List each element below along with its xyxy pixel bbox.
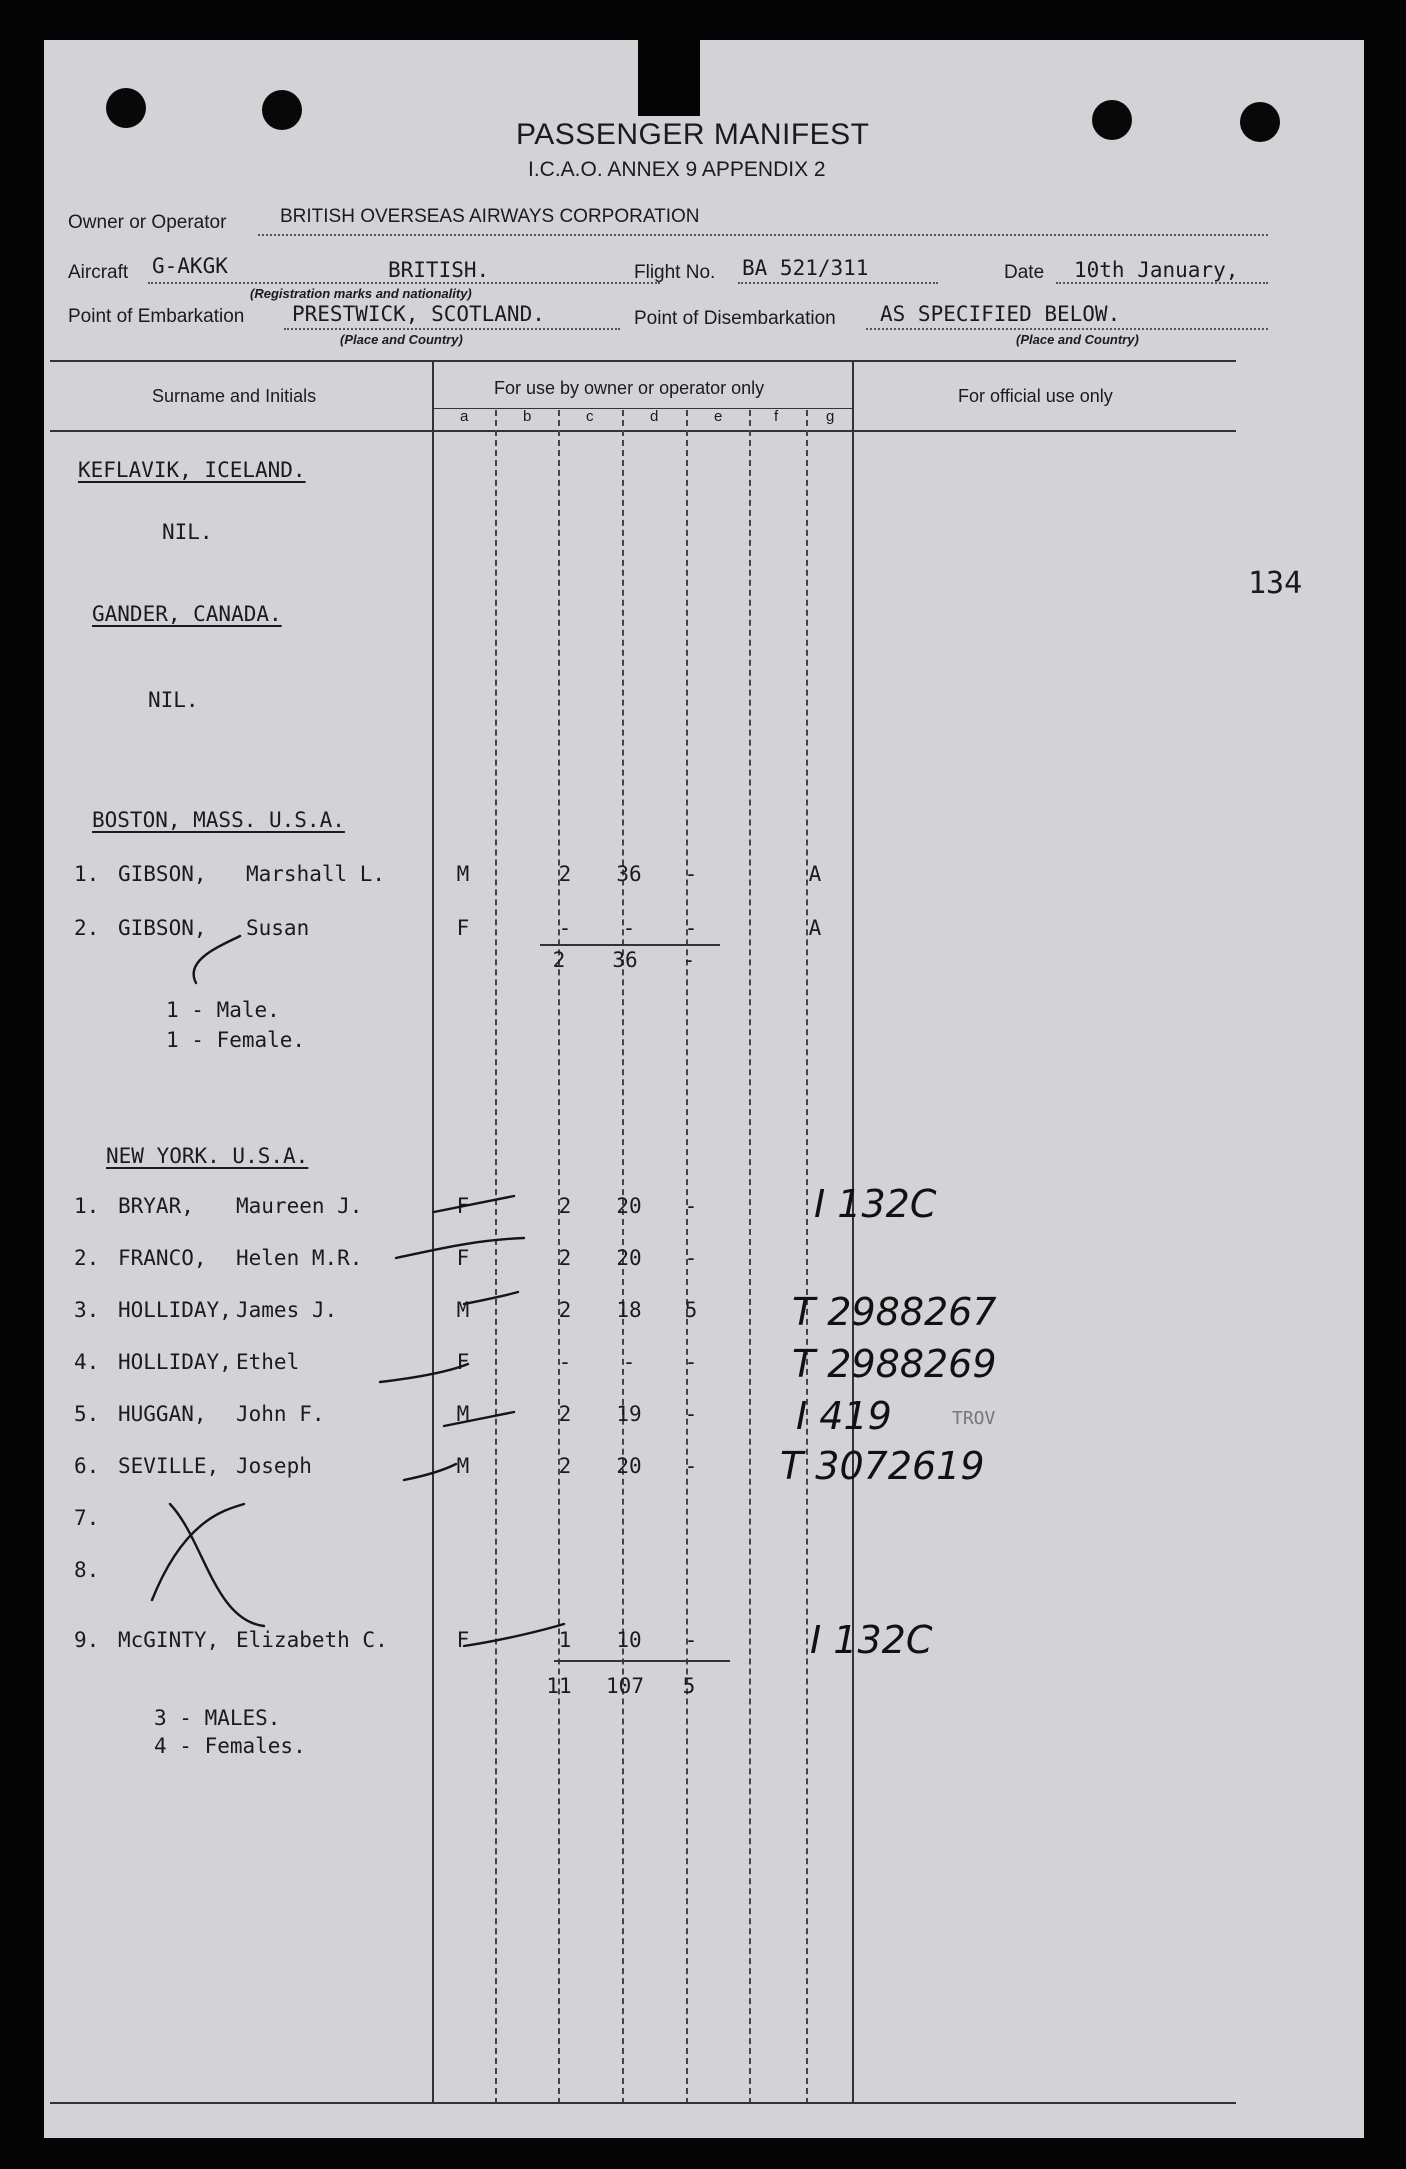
check-mark-stroke [434, 1196, 514, 1212]
column-d-cell: - [684, 862, 698, 886]
manifest-title: PASSENGER MANIFEST [516, 118, 870, 151]
column-c-cell: 18 [616, 1298, 642, 1322]
column-d-cell: - [684, 1194, 698, 1218]
column-c-cell: 20 [616, 1246, 642, 1270]
handwritten-official-number: I 132C [810, 1618, 933, 1662]
passenger-surname: FRANCO, [118, 1246, 207, 1270]
passenger-number: 5. [74, 1402, 100, 1426]
passenger-surname: HOLLIDAY, [118, 1350, 232, 1374]
date-label: Date [1004, 262, 1045, 283]
passenger-number: 6. [74, 1454, 100, 1478]
handwritten-official-number: T 2988269 [792, 1342, 997, 1386]
sex-cell: M [456, 1402, 470, 1426]
sex-cell: F [456, 1350, 470, 1374]
passenger-given-name: John F. [236, 1402, 325, 1426]
manifest-subtitle: I.C.A.O. ANNEX 9 APPENDIX 2 [528, 158, 826, 181]
total-b: 11 [546, 1674, 572, 1698]
column-c-cell: 20 [616, 1454, 642, 1478]
aircraft-registration: G-AKGK [152, 254, 228, 278]
summary-line: 3 - MALES. [154, 1706, 281, 1730]
nil-note: NIL. [162, 520, 213, 544]
column-d-cell: - [684, 1350, 698, 1374]
passenger-surname: BRYAR, [118, 1194, 194, 1218]
passenger-number: 4. [74, 1350, 100, 1374]
column-d-cell: - [684, 1454, 698, 1478]
sex-cell: M [456, 1298, 470, 1322]
destination-heading: BOSTON, MASS. U.S.A. [92, 808, 345, 832]
total-d: - [682, 948, 696, 972]
column-c-cell: 10 [616, 1628, 642, 1652]
flight-label: Flight No. [634, 262, 716, 283]
handwritten-official-number: T 2988267 [792, 1290, 997, 1334]
manifest-sheet [44, 40, 1364, 2138]
disembarkation-label: Point of Disembarkation [634, 308, 836, 329]
sex-cell: M [456, 1454, 470, 1478]
passenger-number: 2. [74, 916, 100, 940]
column-d-cell: - [684, 1246, 698, 1270]
owner-label: Owner or Operator [68, 212, 227, 233]
destination-heading: GANDER, CANADA. [92, 602, 282, 626]
total-c: 36 [612, 948, 638, 972]
check-mark-stroke [404, 1464, 456, 1480]
column-b-cell: - [558, 916, 572, 940]
column-d-cell: - [684, 916, 698, 940]
registration-caption: (Registration marks and nationality) [250, 286, 472, 301]
column-b-cell: 2 [558, 1194, 572, 1218]
passenger-given-name: Helen M.R. [236, 1246, 363, 1270]
column-c-cell: 20 [616, 1194, 642, 1218]
sex-cell: F [456, 1246, 470, 1270]
date-value: 10th January, [1074, 258, 1239, 282]
column-c-cell: - [622, 916, 636, 940]
owner-use-header: For use by owner or operator only [494, 378, 765, 398]
check-mark-stroke [464, 1292, 518, 1304]
destination-heading: NEW YORK. U.S.A. [106, 1144, 309, 1168]
aircraft-label: Aircraft [68, 262, 129, 283]
passenger-given-name: James J. [236, 1298, 338, 1322]
sex-cell: F [456, 1628, 470, 1652]
passenger-surname: McGINTY, [118, 1628, 220, 1652]
summary-line: 4 - Females. [154, 1734, 306, 1758]
check-mark-stroke [194, 936, 240, 983]
passenger-given-name: Ethel [236, 1350, 300, 1374]
handwritten-official-number: T 3072619 [780, 1444, 985, 1488]
total-b: 2 [552, 948, 566, 972]
handwritten-marks [44, 40, 1364, 2138]
sex-cell: F [456, 916, 470, 940]
sex-cell: F [456, 1194, 470, 1218]
official-use-header: For official use only [958, 386, 1113, 406]
passenger-given-name: Maureen J. [236, 1194, 363, 1218]
passenger-number: 1. [74, 862, 100, 886]
embarkation-value: PRESTWICK, SCOTLAND. [292, 302, 545, 326]
subcolumn-label: d [650, 408, 659, 425]
passenger-given-name: Elizabeth C. [236, 1628, 388, 1652]
subcolumn-label: e [714, 408, 723, 425]
subcolumn-label: a [460, 408, 469, 425]
disembarkation-caption: (Place and Country) [1016, 332, 1139, 347]
column-b-cell: 2 [558, 1454, 572, 1478]
column-b-cell: 2 [558, 1402, 572, 1426]
handwritten-official-number: I 419 [796, 1394, 892, 1438]
disembarkation-value: AS SPECIFIED BELOW. [880, 302, 1121, 326]
flight-number: BA 521/311 [742, 256, 869, 280]
passenger-surname: GIBSON, [118, 862, 207, 886]
destination-heading: KEFLAVIK, ICELAND. [78, 458, 306, 482]
nil-note: NIL. [148, 688, 199, 712]
handwritten-official-number: I 132C [814, 1182, 937, 1226]
surname-column-header: Surname and Initials [152, 386, 317, 406]
summary-line: 1 - Male. [166, 998, 280, 1022]
column-d-cell: - [684, 1628, 698, 1652]
column-c-cell: 36 [616, 862, 642, 886]
passenger-given-name: Marshall L. [246, 862, 386, 886]
column-f-cell: A [808, 862, 822, 886]
passenger-number: 2. [74, 1246, 100, 1270]
check-mark-stroke [444, 1412, 514, 1426]
sex-cell: M [456, 862, 470, 886]
subcolumn-label: f [774, 408, 779, 425]
column-b-cell: 2 [558, 1246, 572, 1270]
passenger-number: 7. [74, 1506, 100, 1530]
total-d: 5 [682, 1674, 696, 1698]
column-b-cell: 1 [558, 1628, 572, 1652]
passenger-number: 9. [74, 1628, 100, 1652]
cancel-cross-stroke [170, 1504, 264, 1626]
column-d-cell: - [684, 1402, 698, 1426]
column-c-cell: - [622, 1350, 636, 1374]
official-note: TROV [952, 1408, 996, 1429]
passenger-surname: SEVILLE, [118, 1454, 220, 1478]
passenger-surname: GIBSON, [118, 916, 207, 940]
owner-value: BRITISH OVERSEAS AIRWAYS CORPORATION [280, 206, 700, 227]
column-d-cell: 5 [684, 1298, 698, 1322]
column-f-cell: A [808, 916, 822, 940]
column-b-cell: 2 [558, 1298, 572, 1322]
subcolumn-label: g [826, 408, 835, 425]
column-b-cell: - [558, 1350, 572, 1374]
embarkation-label: Point of Embarkation [68, 306, 245, 327]
passenger-number: 8. [74, 1558, 100, 1582]
passenger-number: 1. [74, 1194, 100, 1218]
passenger-given-name: Joseph [236, 1454, 312, 1478]
check-mark-stroke [380, 1364, 468, 1382]
page-number: 134 [1248, 566, 1303, 601]
passenger-given-name: Susan [246, 916, 310, 940]
passenger-surname: HUGGAN, [118, 1402, 207, 1426]
passenger-surname: HOLLIDAY, [118, 1298, 232, 1322]
column-c-cell: 19 [616, 1402, 642, 1426]
subcolumn-label: c [586, 408, 594, 425]
embarkation-caption: (Place and Country) [340, 332, 463, 347]
column-b-cell: 2 [558, 862, 572, 886]
check-mark-stroke [396, 1238, 524, 1258]
total-c: 107 [606, 1674, 644, 1698]
subcolumn-label: b [523, 408, 532, 425]
aircraft-nationality: BRITISH. [388, 258, 490, 282]
check-mark-stroke [464, 1624, 564, 1646]
summary-line: 1 - Female. [166, 1028, 306, 1052]
passenger-number: 3. [74, 1298, 100, 1322]
